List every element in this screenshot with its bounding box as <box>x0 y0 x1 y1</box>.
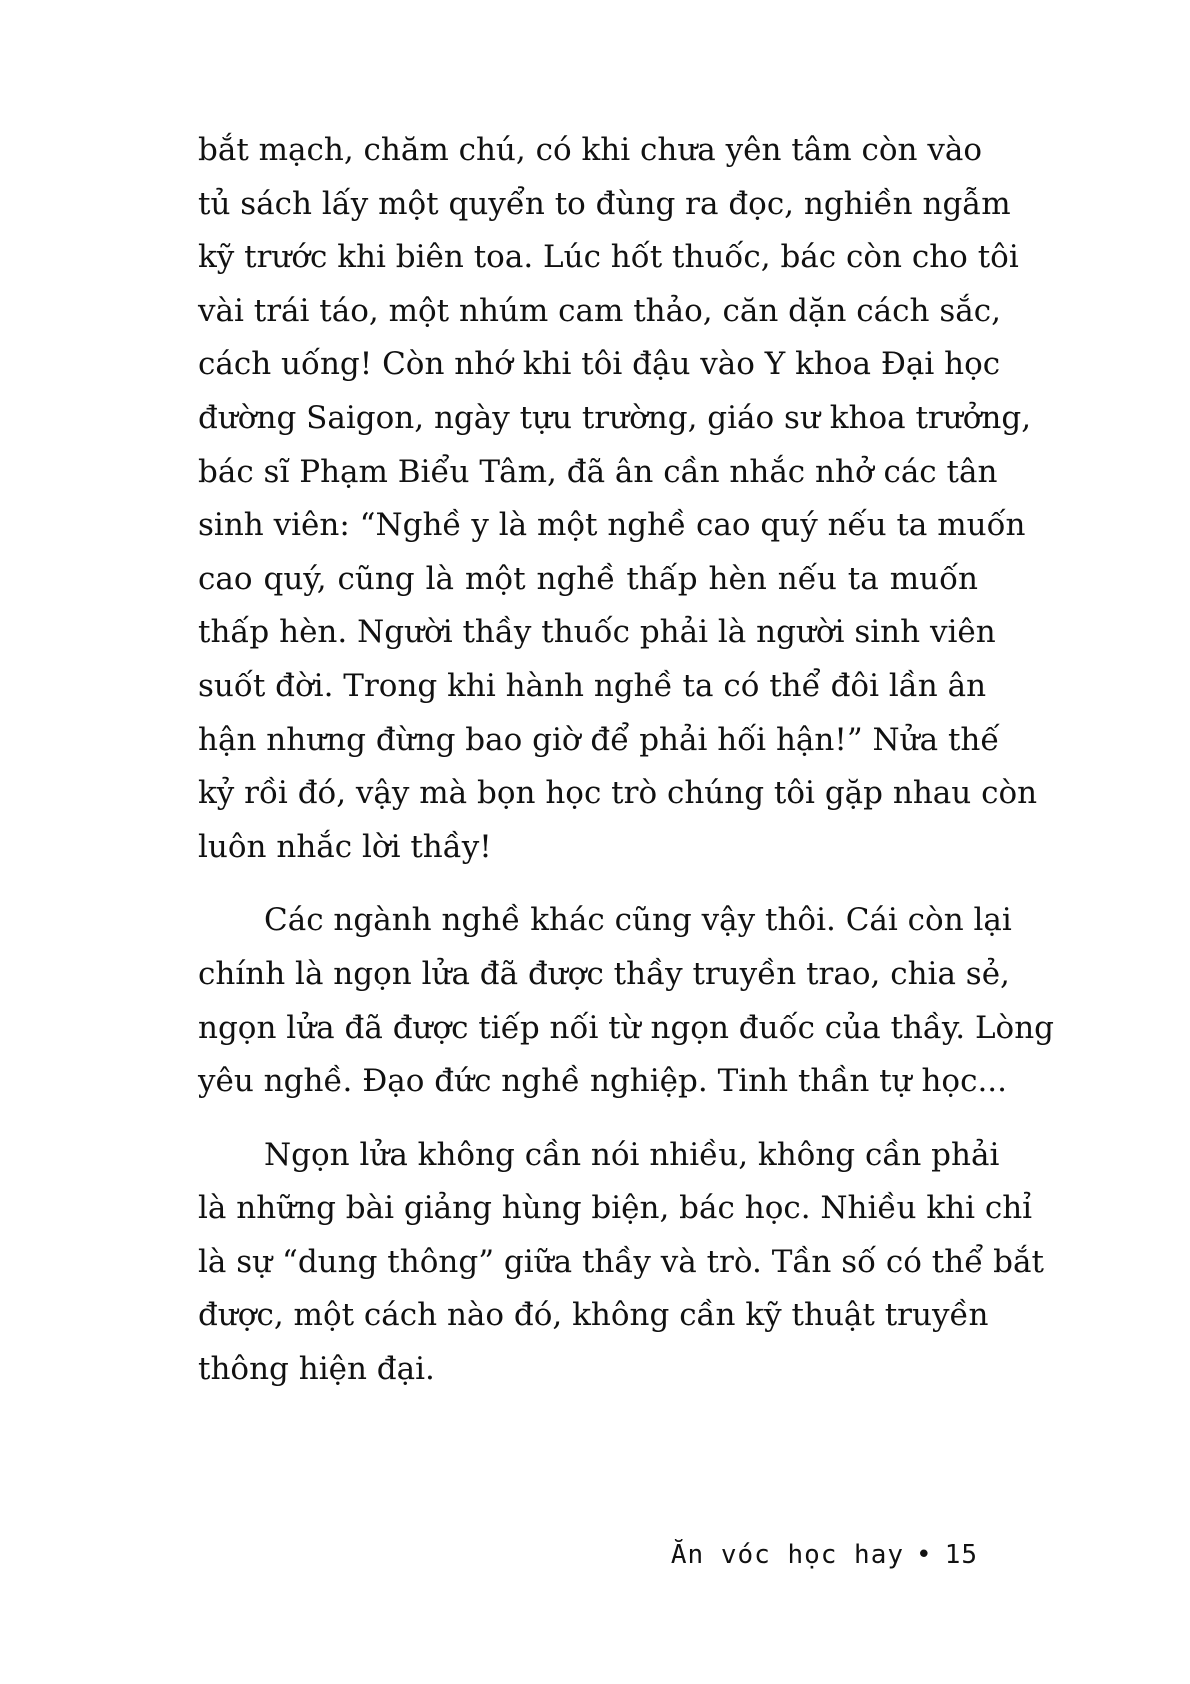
text-line: Các ngành nghề khác cũng vậy thôi. Cái còn lại <box>264 902 1012 939</box>
paragraph-spacer <box>198 874 978 894</box>
text-line: thấp hèn. Người thầy thuốc phải là người sinh viên <box>198 614 996 651</box>
text-line: sinh viên: “Nghề y là một nghề cao quý nếu ta muốn <box>198 507 1026 544</box>
page-footer <box>671 1540 978 1570</box>
bullet-separator: • <box>916 1540 933 1570</box>
text-line: đường Saigon, ngày tựu trường, giáo sư khoa trưởng, <box>198 399 1032 436</box>
text-line: bắt mạch, chăm chú, có khi chưa yên tâm còn vào <box>198 132 983 168</box>
text-line: suốt đời. Trong khi hành nghề ta có thể đôi lần ân <box>198 667 987 704</box>
text-line: hận nhưng đừng bao giờ để phải hối hận!” Nửa thế <box>198 721 1000 758</box>
text-line: được, một cách nào đó, không cần kỹ thuật truyền <box>198 1297 989 1334</box>
body-text <box>198 124 1055 1397</box>
page-number: 15 <box>944 1540 978 1570</box>
text-line: kỷ rồi đó, vậy mà bọn học trò chúng tôi gặp nhau còn <box>198 775 1038 812</box>
paragraph-2 <box>198 894 1055 1108</box>
running-title: Ăn vóc học hay <box>670 1540 905 1570</box>
text-line: kỹ trước khi biên toa. Lúc hốt thuốc, bác còn cho tôi <box>198 239 1019 276</box>
paragraph-3 <box>198 1129 1044 1397</box>
paragraph-spacer <box>198 1109 978 1129</box>
text-line: là sự “dung thông” giữa thầy và trò. Tần số có thể bắt <box>198 1243 1044 1280</box>
text-line: tủ sách lấy một quyển to đùng ra đọc, nghiền ngẫm <box>198 185 1011 222</box>
text-line: thông hiện đại. <box>198 1351 435 1388</box>
text-line: bác sĩ Phạm Biểu Tâm, đã ân cần nhắc nhở các tân <box>198 453 998 490</box>
text-line: yêu nghề. Đạo đức nghề nghiệp. Tinh thần tự học... <box>198 1063 1008 1100</box>
text-line: chính là ngọn lửa đã được thầy truyền trao, chia sẻ, <box>198 955 1010 992</box>
text-line: cách uống! Còn nhớ khi tôi đậu vào Y khoa Đại học <box>198 346 1001 383</box>
text-line: cao quý, cũng là một nghề thấp hèn nếu ta muốn <box>198 560 978 597</box>
paragraph-1 <box>198 124 1038 874</box>
text-line: vài trái táo, một nhúm cam thảo, căn dặn cách sắc, <box>198 292 1001 329</box>
text-line: ngọn lửa đã được tiếp nối từ ngọn đuốc của thầy. Lòng <box>198 1009 1055 1046</box>
text-line: là những bài giảng hùng biện, bác học. Nhiều khi chỉ <box>198 1190 1033 1227</box>
text-line: luôn nhắc lời thầy! <box>198 828 492 865</box>
text-line: Ngọn lửa không cần nói nhiều, không cần phải <box>264 1136 1000 1173</box>
